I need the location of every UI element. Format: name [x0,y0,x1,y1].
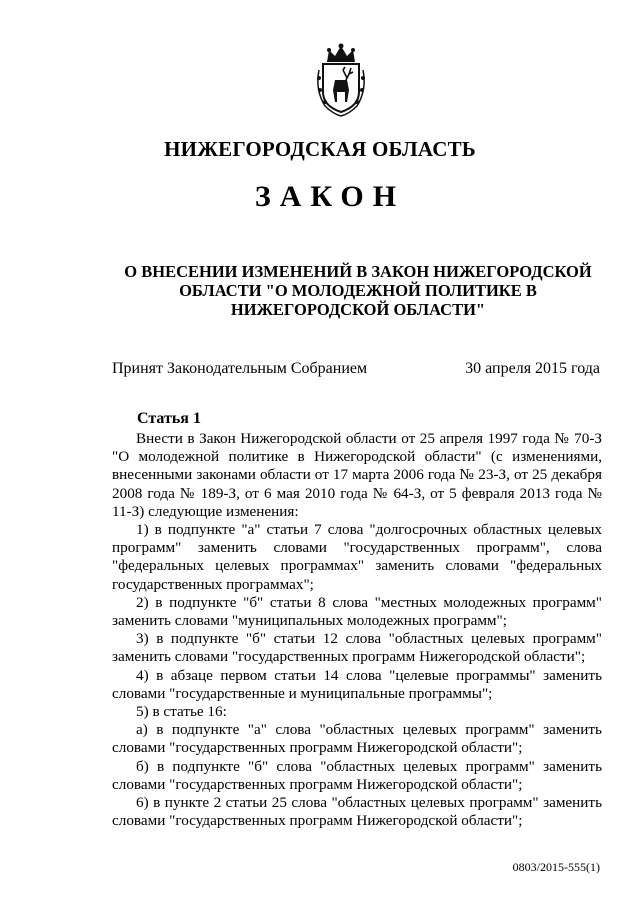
adoption-date: 30 апреля 2015 года [465,360,600,377]
article-paragraph: 2) в подпункте "б" статьи 8 слова "местных молодежных программ" заменить словами "муниципальных молодежных программ"; [112,593,602,630]
article-heading: Статья 1 [137,410,201,427]
region-name: НИЖЕГОРОДСКАЯ ОБЛАСТЬ [164,137,476,161]
article-paragraph: а) в подпункте "а" слова "областных целевых программ" заменить словами "государственных программ Нижегородской области"; [112,721,602,757]
article-paragraph: 1) в подпункте "а" статьи 7 слова "долгосрочных областных целевых программ" заменить словами "государственных программ", слова "федеральных целевых программах" заменить словами "федеральных государственных программах"; [112,521,602,593]
article-paragraph: 4) в абзаце первом статьи 14 слова "целевые программы" заменить словами "государственные и муниципальные программы"; [112,666,602,702]
adopted-by: Принят Законодательным Собранием [112,360,368,377]
law-title: О ВНЕСЕНИИ ИЗМЕНЕНИЙ В ЗАКОН НИЖЕГОРОДСКОЙ ОБЛАСТИ "О МОЛОДЕЖНОЙ ПОЛИТИКЕ В НИЖЕГОРОДСКОЙ ОБЛАСТИ" [124,262,592,319]
article-paragraph: Внести в Закон Нижегородской области от 25 апреля 1997 года № 70-З "О молодежной политике в Нижегородской области" (с изменениями, внесенными законами области от 17 марта 2006 года № 23-З, от 25 декабря 2008 года № 189-З, от 6 мая 2010 года № 64-З, от 5 февраля 2013 года № 11-З) следующие изменения: [112,430,602,520]
article-paragraph: 3) в подпункте "б" статьи 12 слова "областных целевых программ" заменить словами "государственных программ Нижегородской области"; [112,630,602,666]
article-paragraph: б) в подпункте "б" слова "областных целевых программ" заменить словами "государственных программ Нижегородской области"; [112,757,602,793]
article-paragraph: 5) в статье 16: [136,703,227,721]
coat-of-arms-emblem [313,40,369,118]
article-paragraph: 6) в пункте 2 статьи 25 слова "областных целевых программ" заменить словами "государственных программ Нижегородской области"; [112,794,602,830]
document-type: ЗАКОН [254,180,406,213]
article-body [112,430,602,830]
document-number: 0803/2015-555(1) [512,860,600,874]
